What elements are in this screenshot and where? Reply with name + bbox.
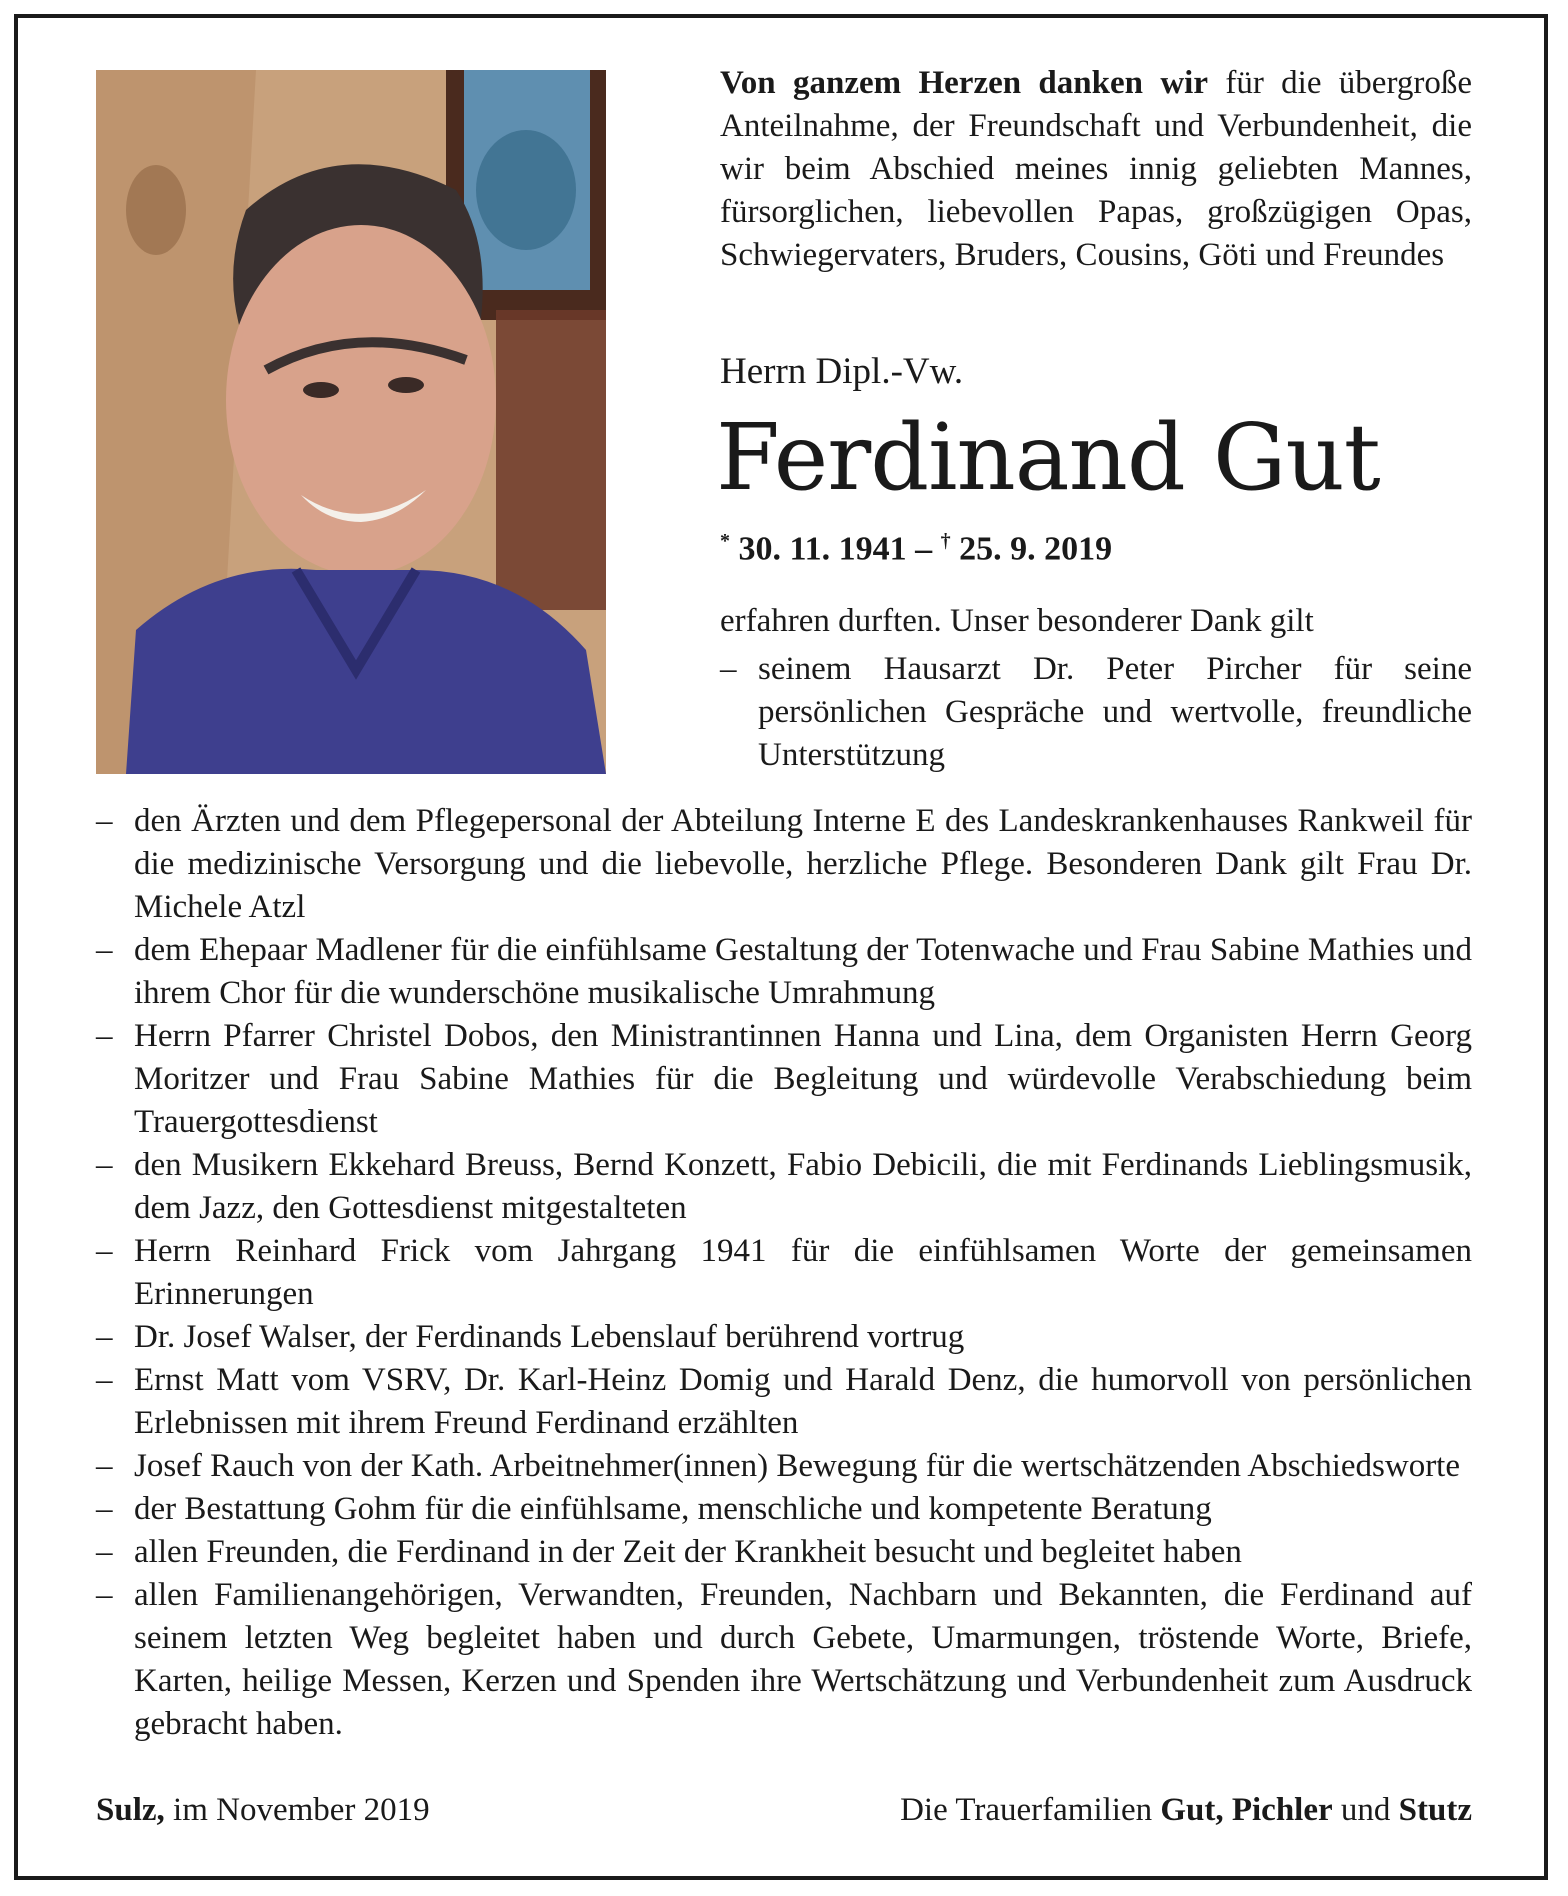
death-mark: † (940, 530, 951, 552)
dash-marker: – (720, 651, 737, 687)
portrait-photo (96, 70, 606, 774)
list-item (96, 1445, 1472, 1488)
thanks-first-text: seinem Hausarzt Dr. Peter Pircher für seine persönlichen Gespräche und wertvolle, freundliche Unterstützung (758, 651, 1472, 773)
footer-conjunction: und (1340, 1792, 1391, 1828)
list-item-text: der Bestattung Gohm für die einfühlsame, menschliche und kompetente Beratung (134, 1491, 1212, 1527)
continuation-text: erfahren durften. Unser besonderer Dank gilt (720, 603, 1314, 639)
list-item-text: Dr. Josef Walser, der Ferdinands Lebenslauf berührend vortrug (134, 1319, 965, 1355)
list-item (96, 800, 1472, 929)
list-item-text: Josef Rauch von der Kath. Arbeitnehmer(innen) Bewegung für die wertschätzenden Abschiedsworte (134, 1448, 1460, 1484)
intro-paragraph (720, 62, 1472, 277)
family-name: Stutz (1398, 1792, 1472, 1828)
dash-marker: – (96, 1534, 113, 1570)
list-item (96, 929, 1472, 1015)
intro-text: für die übergroße Anteilnahme, der Freundschaft und Verbundenheit, die wir beim Abschied meines innig geliebten Mannes, fürsorglichen, liebevollen Papas, großzügigen Opas, Schwiegervaters, Bruders, Cousins, Göti und Freundes (720, 65, 1472, 273)
thanks-list (96, 800, 1472, 1746)
dash-marker: – (96, 803, 113, 839)
list-item (96, 1359, 1472, 1445)
deceased-title: Herrn Dipl.-Vw. (720, 351, 964, 392)
date-separator: – (915, 530, 933, 568)
footer-families-prefix: Die Trauerfamilien (900, 1792, 1153, 1828)
birth-mark: * (720, 530, 730, 552)
list-item (96, 1488, 1472, 1531)
list-item (96, 1015, 1472, 1144)
life-dates (720, 530, 1112, 568)
birth-date: 30. 11. 1941 (738, 530, 907, 568)
dash-marker: – (96, 1577, 113, 1613)
thanks-first-item (720, 648, 1472, 777)
list-item-text: allen Familienangehörigen, Verwandten, Freunden, Nachbarn und Bekannten, die Ferdinand auf seinem letzten Weg begleitet haben und durch Gebete, Umarmungen, tröstende Worte, Briefe, Karten, heilige Messen, Kerzen und Spenden ihre Wertschätzung und Verbundenheit zum Ausdruck gebracht haben. (134, 1577, 1472, 1742)
list-item-text: allen Freunden, die Ferdinand in der Zeit der Krankheit besucht und begleitet haben (134, 1534, 1242, 1570)
list-item (96, 1531, 1472, 1574)
list-item (96, 1144, 1472, 1230)
list-item (96, 1316, 1472, 1359)
list-item-text: Ernst Matt vom VSRV, Dr. Karl-Heinz Domig und Harald Denz, die humorvoll von persönlichen Erlebnissen mit ihrem Freund Ferdinand erzählten (134, 1362, 1472, 1441)
list-item-text: Herrn Pfarrer Christel Dobos, den Ministrantinnen Hanna und Lina, dem Organisten Herrn Georg Moritzer und Frau Sabine Mathies für die Begleitung und würdevolle Verabschiedung beim Trauergottesdienst (134, 1018, 1472, 1140)
dash-marker: – (96, 932, 113, 968)
footer-place-date (96, 1792, 430, 1829)
list-item-text: dem Ehepaar Madlener für die einfühlsame Gestaltung der Totenwache und Frau Sabine Mathies und ihrem Chor für die wunderschöne musikalische Umrahmung (134, 932, 1472, 1011)
dash-marker: – (96, 1448, 113, 1484)
list-item-text: Herrn Reinhard Frick vom Jahrgang 1941 für die einfühlsamen Worte der gemeinsamen Erinnerungen (134, 1233, 1472, 1312)
dash-marker: – (96, 1233, 113, 1269)
footer-place: Sulz, (96, 1792, 165, 1828)
intro-lead: Von ganzem Herzen danken wir (720, 65, 1208, 101)
family-name: Pichler (1231, 1792, 1333, 1828)
list-item-text: den Musikern Ekkehard Breuss, Bernd Konzett, Fabio Debicili, die mit Ferdinands Lieblingsmusik, dem Jazz, den Gottesdienst mitgestalteten (134, 1147, 1472, 1226)
dash-marker: – (96, 1362, 113, 1398)
list-item (96, 1574, 1472, 1746)
dash-marker: – (96, 1147, 113, 1183)
deceased-name: Ferdinand Gut (716, 404, 1380, 511)
dash-marker: – (96, 1319, 113, 1355)
death-date: 25. 9. 2019 (959, 530, 1113, 568)
list-item-text: den Ärzten und dem Pflegepersonal der Abteilung Interne E des Landeskrankenhauses Rankweil für die medizinische Versorgung und die liebevolle, herzliche Pflege. Besonderen Dank gilt Frau Dr. Michele Atzl (134, 803, 1472, 925)
list-item (96, 1230, 1472, 1316)
footer-families (900, 1792, 1472, 1829)
family-name: Gut, (1160, 1792, 1224, 1828)
portrait-image (96, 70, 606, 774)
dash-marker: – (96, 1491, 113, 1527)
footer-date: im November 2019 (173, 1792, 430, 1828)
dash-marker: – (96, 1018, 113, 1054)
